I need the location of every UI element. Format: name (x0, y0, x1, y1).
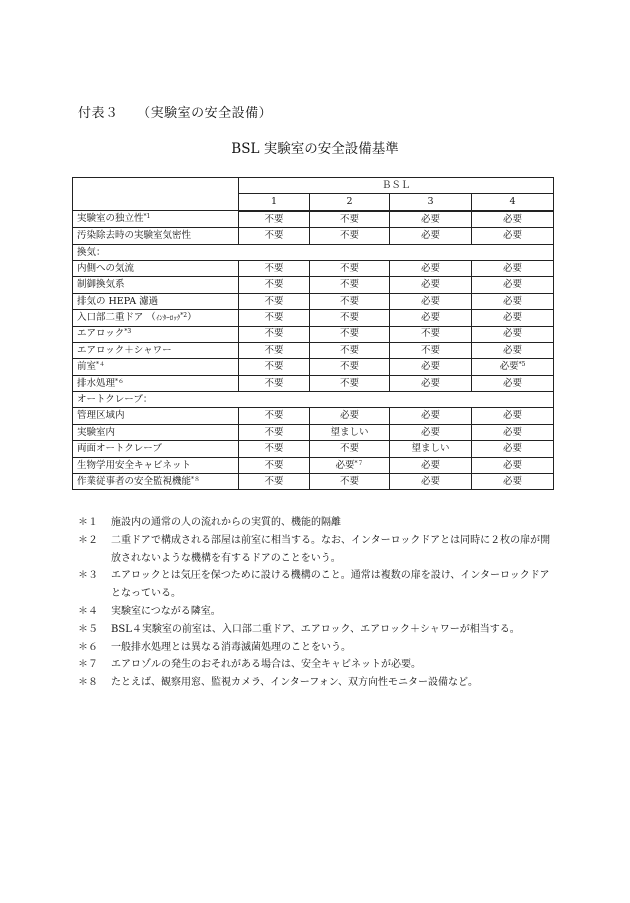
value-cell (472, 228, 554, 244)
row-label-text: 入口部二重ドア （ (77, 312, 156, 324)
footnote-ref: *７ (354, 459, 364, 467)
value-cell (239, 260, 310, 276)
value-cell (239, 326, 310, 342)
value-cell (472, 310, 554, 326)
row-label-text: 管理区域内 (77, 410, 125, 422)
value-text: 必要 (503, 213, 523, 225)
row-label (73, 228, 239, 244)
table-row (73, 326, 554, 342)
value-text: 不要 (264, 443, 284, 455)
footnote-mark: ＊３ (78, 570, 98, 582)
value-cell (310, 408, 390, 424)
row-label-text: エアロック＋シャワー (77, 344, 172, 356)
value-cell (472, 375, 554, 391)
value-text: 不要 (264, 279, 284, 291)
table-row (73, 228, 554, 244)
footnote-mark: ＊４ (78, 605, 98, 617)
value-cell (310, 310, 390, 326)
footnote-ref: *８ (191, 475, 201, 483)
value-cell (310, 211, 390, 228)
row-label-text: 実験室の独立性 (77, 213, 144, 225)
table-row (73, 375, 554, 391)
value-cell (472, 441, 554, 457)
footnote-ref: *3 (124, 328, 132, 336)
bsl-level-header: 4 (472, 194, 554, 211)
table-row (73, 211, 554, 228)
value-text: 必要 (420, 459, 440, 471)
value-text: 不要 (264, 475, 284, 487)
footnote-mark: ＊５ (78, 623, 98, 635)
value-text: 必要 (503, 295, 523, 307)
value-text: 必要 (420, 230, 440, 242)
row-label (73, 326, 239, 342)
row-label-text: エアロック (77, 328, 125, 340)
value-text: 不要 (339, 230, 359, 242)
footnote-mark: ＊６ (78, 641, 98, 653)
appendix-heading (78, 102, 272, 121)
footnote-text: 一般排水処理とは異なる消毒滅菌処理のことをいう。 (111, 641, 351, 653)
value-cell (390, 293, 472, 309)
value-cell (239, 457, 310, 473)
value-cell (472, 293, 554, 309)
row-label (73, 359, 239, 375)
value-text: 不要 (264, 426, 284, 438)
value-cell (239, 211, 310, 228)
appendix-label: 付表３ (78, 106, 119, 121)
value-text: 必要 (499, 361, 519, 373)
value-text: 必要 (503, 410, 523, 422)
row-label-text: 作業従事者の安全監視機能 (77, 475, 192, 487)
value-cell (310, 260, 390, 276)
value-cell (390, 310, 472, 326)
table-row (73, 457, 554, 473)
value-text: 必要 (420, 295, 440, 307)
table-row (73, 474, 554, 490)
value-cell (239, 277, 310, 293)
footnote-mark: ＊８ (78, 677, 98, 689)
row-label-text: 排水処理 (77, 377, 116, 389)
section-label: 換気： (73, 244, 554, 260)
value-cell (310, 342, 390, 358)
value-text: 不要 (420, 344, 440, 356)
value-cell (310, 457, 390, 473)
footnote (78, 514, 558, 532)
footnote-ref: *2 (180, 312, 188, 320)
value-cell (390, 277, 472, 293)
row-label-text: 汚染除去時の実験室気密性 (77, 230, 192, 242)
footnote-ref: *６ (115, 377, 125, 385)
row-label-text: 実験室内 (77, 426, 116, 438)
value-text: 必要 (420, 312, 440, 324)
value-cell (310, 424, 390, 440)
value-text: 必要 (420, 426, 440, 438)
value-text: 必要 (503, 459, 523, 471)
value-text: 不要 (339, 443, 359, 455)
value-text: 必要 (503, 312, 523, 324)
footnote-text: BSL４実験室の前室は、入口部二重ドア、エアロック、エアロック＋シャワーが相当する。 (111, 623, 520, 635)
value-text: 必要 (503, 230, 523, 242)
value-text: 不要 (264, 410, 284, 422)
value-text: 不要 (339, 312, 359, 324)
row-label (73, 260, 239, 276)
value-text: 必要 (420, 410, 440, 422)
value-cell (472, 277, 554, 293)
value-cell (472, 474, 554, 490)
value-text: 不要 (339, 262, 359, 274)
value-text: 不要 (420, 328, 440, 340)
value-text: 不要 (339, 295, 359, 307)
value-text: 不要 (264, 361, 284, 373)
value-text: 必要 (335, 459, 355, 471)
value-cell (239, 424, 310, 440)
footnote (78, 621, 558, 639)
value-cell (390, 342, 472, 358)
row-label-text: 生物学用安全キャビネット (77, 459, 192, 471)
value-text: 必要 (503, 262, 523, 274)
value-cell (472, 359, 554, 375)
row-label-text: 両面オートクレーブ (77, 443, 162, 455)
value-cell (239, 408, 310, 424)
table-row (73, 260, 554, 276)
bsl-equipment-table (72, 177, 554, 490)
value-cell (310, 441, 390, 457)
row-label (73, 277, 239, 293)
bsl-level-header: 2 (310, 194, 390, 211)
value-text: 不要 (264, 328, 284, 340)
value-text: 必要 (503, 328, 523, 340)
value-text: 不要 (339, 279, 359, 291)
table-title: BSL 実験室の安全設備基準 (231, 141, 399, 157)
bsl-level-header: 1 (239, 194, 310, 211)
row-label-end: ） (187, 312, 197, 324)
footnotes (78, 514, 558, 692)
value-text: 不要 (264, 377, 284, 389)
row-label (73, 211, 239, 228)
value-cell (310, 375, 390, 391)
row-label (73, 474, 239, 490)
footnote-text: エアロックとは気圧を保つために設ける機構のこと。通常は複数の扉を設け、インターロックドアとなっている。 (111, 570, 550, 600)
footnote-text: 施設内の通常の人の流れからの実質的、機能的隔離 (111, 517, 341, 528)
value-cell (239, 375, 310, 391)
footnote-ref: *４ (96, 361, 106, 369)
value-text: 不要 (339, 377, 359, 389)
row-label-text: 前室 (77, 361, 97, 373)
table-row (73, 424, 554, 440)
footnote (78, 639, 558, 657)
value-text: 必要 (420, 361, 440, 373)
value-text: 不要 (339, 328, 359, 340)
value-cell (472, 260, 554, 276)
value-cell (310, 326, 390, 342)
footnote-text: たとえば、観察用窓、監視カメラ、インターフォン、双方向性モニター設備など。 (111, 677, 478, 689)
table-corner-cell (73, 178, 239, 211)
value-text: 必要 (420, 279, 440, 291)
value-cell (390, 424, 472, 440)
footnote (78, 656, 558, 674)
footnote (78, 674, 558, 692)
value-cell (239, 474, 310, 490)
value-cell (310, 228, 390, 244)
value-text: 不要 (339, 475, 359, 487)
table-row (73, 441, 554, 457)
value-cell (390, 408, 472, 424)
value-text: 不要 (264, 213, 284, 225)
value-text: 必要 (339, 410, 359, 422)
value-text: 不要 (264, 262, 284, 274)
footnote-text: エアロゾルの発生のおそれがある場合は、安全キャビネットが必要。 (111, 659, 421, 671)
value-cell (239, 228, 310, 244)
value-cell (472, 211, 554, 228)
value-cell (390, 375, 472, 391)
value-text: 必要 (503, 279, 523, 291)
value-cell (310, 359, 390, 375)
value-cell (390, 441, 472, 457)
footnote-ref: *5 (518, 361, 526, 369)
value-text: 必要 (420, 262, 440, 274)
value-text: 不要 (264, 230, 284, 242)
row-label (73, 375, 239, 391)
bsl-level-header: 3 (390, 194, 472, 211)
value-text: 必要 (420, 213, 440, 225)
table-row (73, 359, 554, 375)
value-text: 望ましい (411, 443, 450, 455)
value-cell (310, 277, 390, 293)
bsl-group-header: ＢＳＬ (239, 178, 554, 194)
value-cell (472, 326, 554, 342)
value-text: 必要 (503, 475, 523, 487)
value-text: 望ましい (330, 426, 369, 438)
value-text: 必要 (420, 377, 440, 389)
table-row (73, 310, 554, 326)
footnote-text: 実験室につながる隣室。 (111, 605, 221, 617)
value-cell (310, 293, 390, 309)
footnote (78, 567, 558, 603)
footnote-mark: ＊７ (78, 659, 98, 671)
value-cell (390, 228, 472, 244)
footnote-mark: ＊１ (78, 517, 98, 528)
value-text: 必要 (503, 377, 523, 389)
footnote-mark: ＊２ (78, 534, 98, 546)
value-cell (390, 457, 472, 473)
table-section-row (73, 244, 554, 260)
table-section-row (73, 392, 554, 408)
appendix-title: （実験室の安全設備） (137, 106, 273, 121)
value-cell (390, 211, 472, 228)
section-label: オートクレーブ： (73, 392, 554, 408)
value-cell (239, 441, 310, 457)
value-text: 不要 (264, 295, 284, 307)
value-cell (472, 424, 554, 440)
row-label (73, 441, 239, 457)
value-text: 不要 (339, 361, 359, 373)
value-text: 必要 (503, 426, 523, 438)
row-label (73, 310, 239, 326)
value-cell (390, 474, 472, 490)
row-label-text: 制御換気系 (77, 279, 125, 291)
value-text: 必要 (503, 443, 523, 455)
footnote (78, 603, 558, 621)
value-cell (390, 326, 472, 342)
footnote-text: 二重ドアで構成される部屋は前室に相当する。なお、インターロックドアとは同時に２枚の扉が開放されないような機構を有するドアのことをいう。 (111, 534, 551, 564)
row-label (73, 457, 239, 473)
table-row (73, 277, 554, 293)
table-row (73, 293, 554, 309)
value-cell (472, 342, 554, 358)
row-label (73, 342, 239, 358)
value-cell (472, 408, 554, 424)
value-cell (239, 359, 310, 375)
table-row (73, 342, 554, 358)
value-text: 不要 (339, 213, 359, 225)
value-cell (472, 457, 554, 473)
value-cell (239, 293, 310, 309)
value-text: 必要 (420, 475, 440, 487)
row-label (73, 408, 239, 424)
value-text: 不要 (339, 344, 359, 356)
row-label-small: ｲﾝﾀｰﾛｯｸ (155, 314, 181, 323)
value-cell (310, 474, 390, 490)
row-label-text: 内側への気流 (77, 262, 135, 274)
value-text: 不要 (264, 459, 284, 471)
row-label (73, 293, 239, 309)
value-cell (239, 342, 310, 358)
value-text: 不要 (264, 344, 284, 356)
footnote (78, 532, 558, 568)
value-cell (390, 260, 472, 276)
footnote-ref: *1 (143, 213, 151, 221)
row-label (73, 424, 239, 440)
value-cell (239, 310, 310, 326)
value-text: 不要 (264, 312, 284, 324)
table-row (73, 408, 554, 424)
table-body (73, 211, 554, 490)
value-text: 必要 (503, 344, 523, 356)
row-label-text: 排気の HEPA 濾過 (77, 295, 159, 307)
value-cell (390, 359, 472, 375)
